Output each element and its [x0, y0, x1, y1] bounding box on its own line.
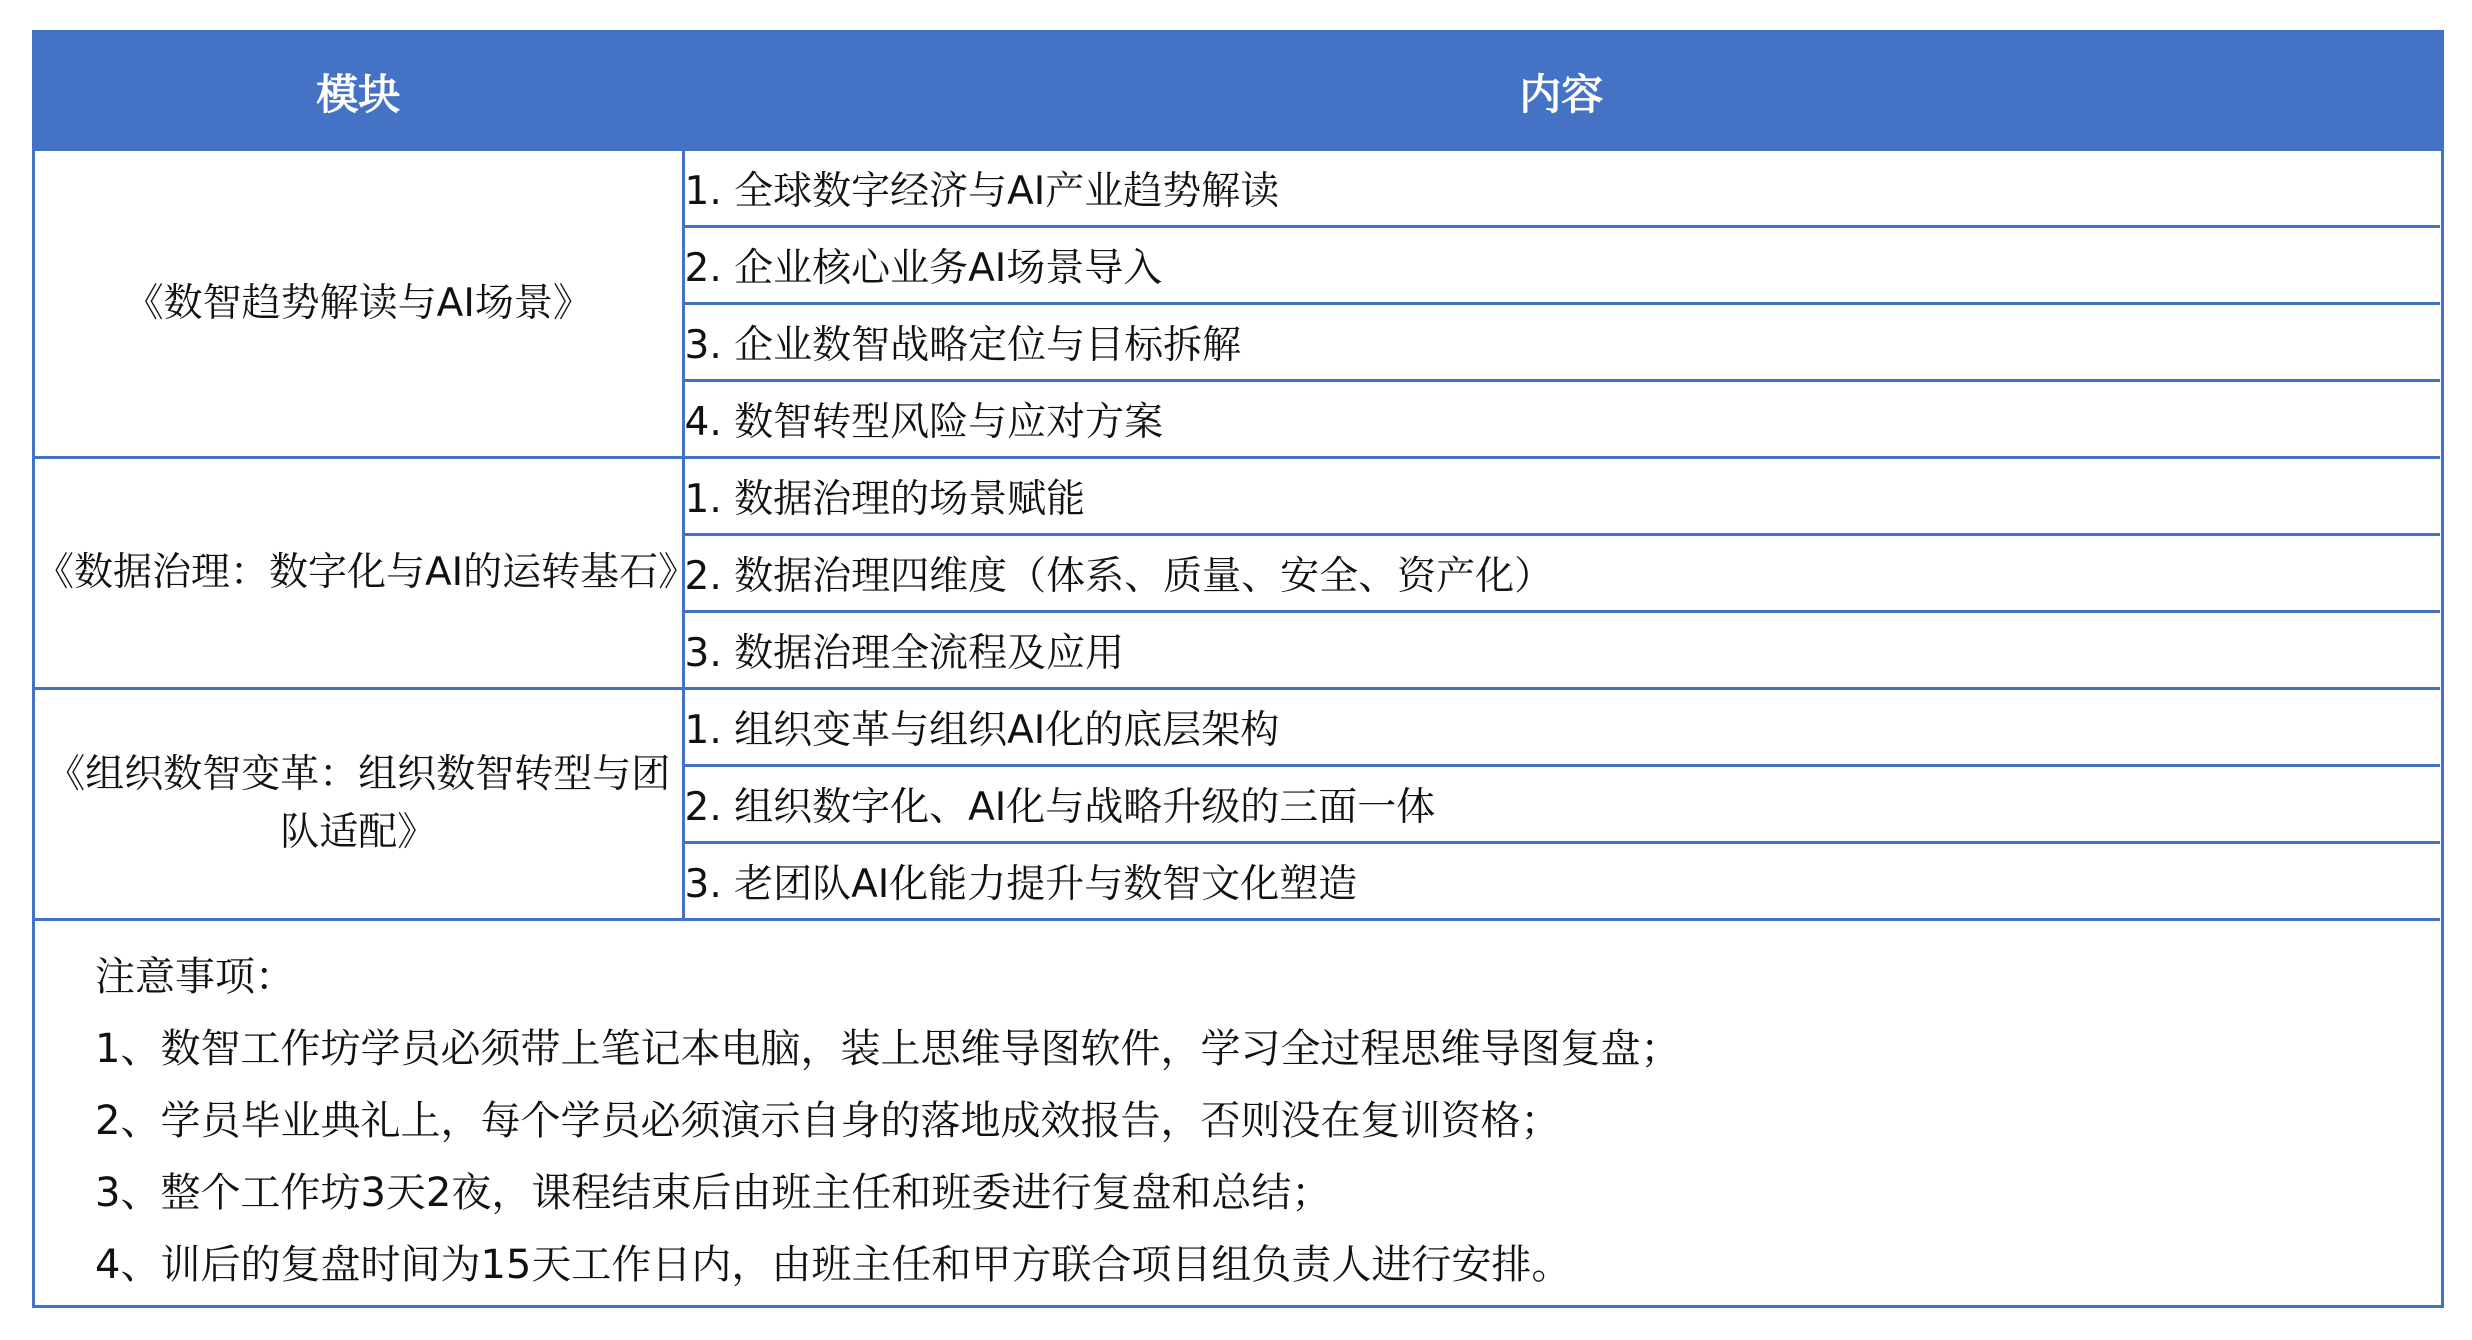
- table-header-row: [35, 33, 2440, 151]
- content-item: 3. 数据治理全流程及应用: [683, 612, 2440, 689]
- header-module: 模块: [35, 33, 683, 151]
- content-item: 3. 老团队AI化能力提升与数智文化塑造: [683, 843, 2440, 920]
- notes-row: [35, 920, 2440, 1302]
- notes-section: [35, 921, 2440, 1301]
- note-line: 4、训后的复盘时间为15天工作日内，由班主任和甲方联合项目组负责人进行安排。: [95, 1242, 1572, 1288]
- module-title: 《数据治理：数字化与AI的运转基石》: [35, 458, 683, 689]
- course-table-frame: [32, 30, 2444, 1308]
- note-line: 1、数智工作坊学员必须带上笔记本电脑，装上思维导图软件，学习全过程思维导图复盘；: [95, 1026, 1681, 1072]
- content-item: 1. 组织变革与组织AI化的底层架构: [683, 689, 2440, 766]
- content-item: 2. 企业核心业务AI场景导入: [683, 227, 2440, 304]
- content-item: 2. 数据治理四维度（体系、质量、安全、资产化）: [683, 535, 2440, 612]
- note-line: 2、学员毕业典礼上，每个学员必须演示自身的落地成效报告，否则没在复训资格；: [95, 1098, 1561, 1144]
- notes-cell: [35, 920, 2440, 1302]
- content-item: 1. 全球数字经济与AI产业趋势解读: [683, 151, 2440, 227]
- content-item: 1. 数据治理的场景赋能: [683, 458, 2440, 535]
- table-row: [35, 689, 2440, 766]
- table-row: [35, 151, 2440, 227]
- content-item: 2. 组织数字化、AI化与战略升级的三面一体: [683, 766, 2440, 843]
- notes-title: 注意事项：: [95, 954, 295, 1000]
- content-item: 3. 企业数智战略定位与目标拆解: [683, 304, 2440, 381]
- module-title: 《数智趋势解读与AI场景》: [35, 151, 683, 458]
- header-content: 内容: [683, 33, 2440, 151]
- table-row: [35, 458, 2440, 535]
- content-item: 4. 数智转型风险与应对方案: [683, 381, 2440, 458]
- note-line: 3、整个工作坊3天2夜，课程结束后由班主任和班委进行复盘和总结；: [95, 1170, 1332, 1216]
- module-title: 《组织数智变革：组织数智转型与团队适配》: [35, 689, 683, 920]
- course-table: [35, 33, 2441, 1301]
